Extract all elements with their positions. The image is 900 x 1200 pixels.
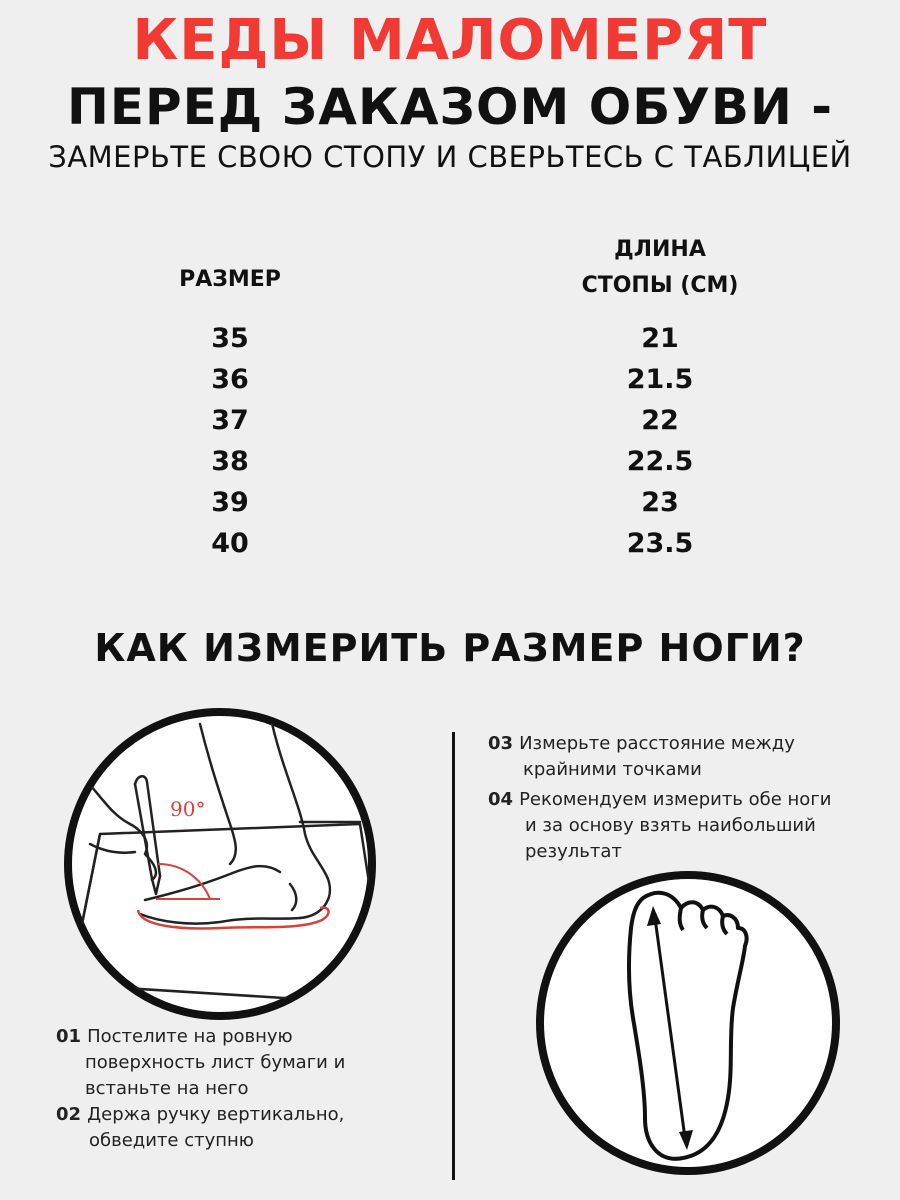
size-cell: 36 [211,364,249,395]
step-text: результат [525,841,622,862]
length-cell: 22.5 [626,446,694,477]
subtitle: ЗАМЕРЬТЕ СВОЮ СТОПУ И СВЕРЬТЕСЬ С ТАБЛИЦЕЙ [48,140,852,174]
step-text: Рекомендуем измерить обе ноги [519,789,832,810]
step-number: 01 [56,1026,82,1047]
foot-measure-illustration [533,868,843,1178]
length-cell: 23.5 [626,528,694,559]
step-text: поверхность лист бумаги и [85,1052,346,1073]
length-header-line1: ДЛИНА [614,237,706,262]
step-number: 03 [488,733,514,754]
step-text: Держа ручку вертикально, [87,1104,345,1125]
headline-warning: КЕДЫ МАЛОМЕРЯТ [132,8,768,73]
length-header-line2: СТОПЫ (СМ) [581,273,739,298]
step-text: крайними точками [523,759,702,780]
step-02 [56,1102,344,1154]
size-column [130,318,330,564]
step-text: Постелите на ровную [87,1026,293,1047]
step-text: обведите ступню [89,1130,254,1151]
size-cell: 37 [211,405,249,436]
step-text: и за основу взять наибольший [525,815,816,836]
step-text: Измерьте расстояние между [519,733,795,754]
size-cell: 35 [211,323,249,354]
step-number: 04 [488,789,514,810]
length-column-header [540,232,780,304]
step-01 [56,1024,345,1102]
length-cell: 22 [641,405,679,436]
size-cell: 38 [211,446,249,477]
size-column-header: РАЗМЕР [179,267,281,292]
length-cell: 23 [641,487,679,518]
length-cell: 21.5 [626,364,694,395]
size-cell: 40 [211,528,249,559]
foot-tracing-illustration [60,704,380,1024]
step-text: встаньте на него [85,1078,249,1099]
howto-title: КАК ИЗМЕРИТЬ РАЗМЕР НОГИ? [94,626,806,670]
step-number: 02 [56,1104,82,1125]
step-03 [488,731,795,783]
step-04 [488,787,831,865]
column-divider [452,732,455,1180]
size-cell: 39 [211,487,249,518]
length-column [540,318,780,564]
headline-instruction: ПЕРЕД ЗАКАЗОМ ОБУВИ - [67,78,833,136]
angle-label: 90° [170,797,206,821]
length-cell: 21 [641,323,679,354]
